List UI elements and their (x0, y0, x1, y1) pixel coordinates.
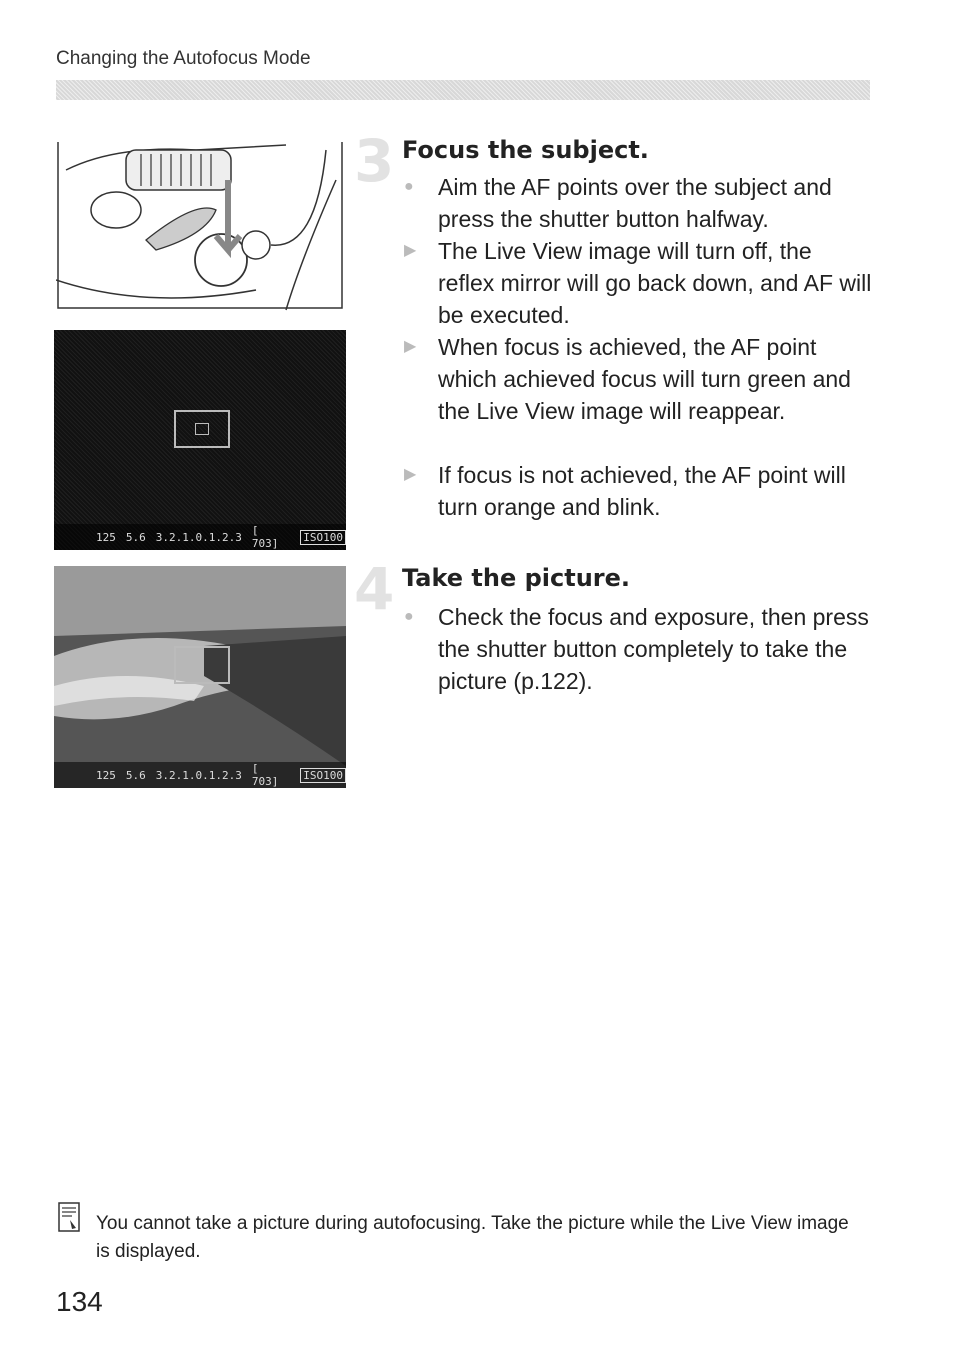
shots-remaining: [ 703] (251, 524, 279, 550)
iso-value: ISO100 (300, 768, 346, 783)
aperture-value: 5.6 (125, 530, 146, 544)
note-text: You cannot take a picture during autofocusing. Take the picture while the Live View image is displayed. (96, 1213, 849, 1262)
step-title: Take the picture. (402, 564, 631, 592)
live-view-info-bar (54, 762, 346, 788)
iso-value: ISO100 (300, 530, 346, 545)
header-rule (56, 80, 870, 100)
note-icon (58, 1202, 80, 1232)
exposure-scale: 3.2.1.0.1.2.3 (155, 530, 242, 544)
arrow-icon: ▶ (404, 242, 417, 259)
live-view-screen-focusing (54, 330, 346, 550)
step-number: 4 (354, 555, 395, 623)
arrow-icon: ▶ (404, 466, 417, 483)
arrow-icon: ▶ (404, 338, 417, 355)
exposure-scale: 3.2.1.0.1.2.3 (155, 768, 242, 782)
live-view-screen-scene (54, 566, 346, 788)
step-title: Focus the subject. (402, 136, 649, 164)
af-point-center (195, 423, 209, 435)
step-number: 3 (354, 127, 395, 195)
step-item: ● Aim the AF points over the subject and press the shutter button halfway. (404, 171, 874, 235)
af-point-frame (174, 410, 230, 448)
shutter-speed: 125 (96, 768, 116, 782)
live-view-info-bar (54, 524, 346, 550)
step-item: ▶ If focus is not achieved, the AF point will turn orange and blink. (404, 459, 874, 523)
step-item: ▶ The Live View image will turn off, the reflex mirror will go back down, and AF will be executed. (404, 235, 874, 331)
bullet-icon: ● (404, 178, 414, 195)
page-number: 134 (56, 1286, 103, 1317)
running-header: Changing the Autofocus Mode (56, 48, 311, 69)
step-item: ● Check the focus and exposure, then press the shutter button completely to take the picture (p.122). (404, 601, 874, 697)
aperture-value: 5.6 (125, 768, 146, 782)
shutter-button-illustration (56, 140, 346, 312)
step-item: ▶ When focus is achieved, the AF point which achieved focus will turn green and the Live View image will reappear. (404, 331, 874, 427)
shutter-speed: 125 (96, 530, 116, 544)
af-point-frame (174, 646, 230, 684)
shots-remaining: [ 703] (251, 762, 279, 788)
bullet-icon: ● (404, 608, 414, 625)
